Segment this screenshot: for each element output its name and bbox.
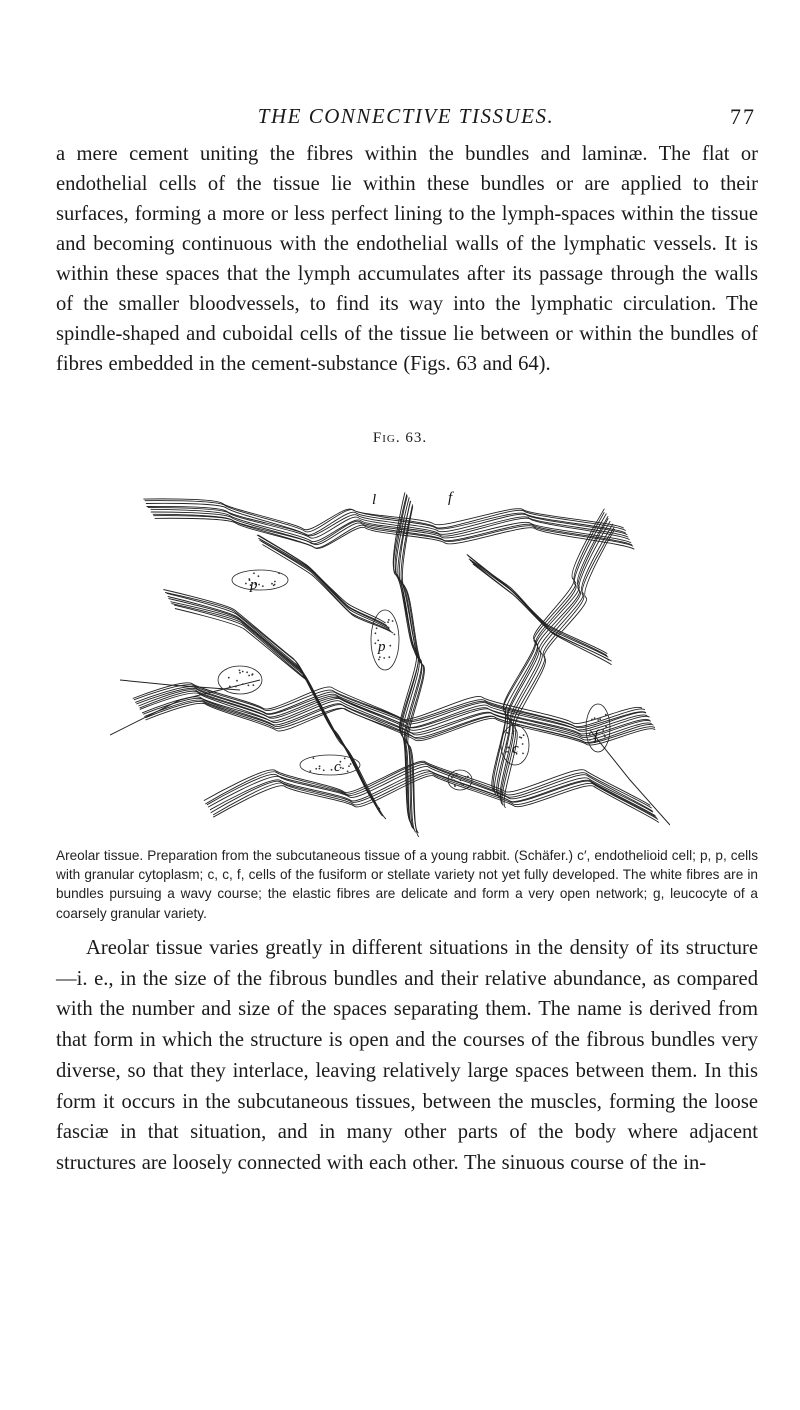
- granule-dot: [605, 714, 607, 716]
- fibre-bundle-bottom: [204, 761, 650, 805]
- granule-dot: [388, 619, 390, 621]
- granule-dot: [315, 768, 317, 770]
- granule-dot: [378, 659, 380, 661]
- granule-dot: [248, 685, 250, 687]
- granule-dot: [589, 739, 591, 741]
- granule-dot: [461, 783, 463, 785]
- granule-dot: [451, 777, 453, 779]
- fibre-bundle-short: [260, 540, 390, 629]
- granule-dot: [239, 672, 241, 674]
- fibre-bundle-diagonal-left: [169, 599, 381, 810]
- granule-dot: [228, 677, 230, 679]
- figure-label: Fig. 63.: [372, 430, 428, 446]
- granule-dot: [602, 729, 604, 731]
- granule-dot: [522, 743, 524, 745]
- granule-dot: [242, 671, 244, 673]
- fibre-bundle-top: [151, 509, 630, 541]
- tissue-cell: [300, 755, 360, 775]
- granule-dot: [248, 675, 250, 677]
- granule-dot: [344, 758, 346, 760]
- figure-caption: Areolar tissue. Preparation from the subcutaneous tissue of a young rabbit. (Schäfer.) c′, endothelioid cell; p, p, cells with granular cytoplasm; c, c, f, cells of the fusiform or stellate variety not yet fully developed. The white fibres are in bundles pursuing a wavy course; the elastic fibres are delicate and form a very open network; g, leucocyte of a coarsely granular variety.: [56, 848, 758, 921]
- granule-dot: [374, 642, 376, 644]
- fibre-bundle-bottom: [211, 772, 657, 818]
- granule-dot: [262, 585, 264, 587]
- granule-dot: [599, 718, 601, 720]
- fibre-bundle-short: [470, 560, 609, 660]
- running-title: THE CONNECTIVE TISSUES.: [257, 104, 555, 128]
- granule-dot: [507, 747, 509, 749]
- fibre-bundle-diagonal-right: [504, 529, 615, 808]
- granule-dot: [388, 656, 390, 658]
- granule-dot: [253, 572, 255, 574]
- granule-dot: [594, 717, 596, 719]
- elastic-fibre: [590, 730, 670, 825]
- granule-dot: [236, 680, 238, 682]
- granule-dot: [309, 770, 311, 772]
- granule-dot: [376, 627, 378, 629]
- granule-dot: [319, 768, 321, 770]
- granule-dot: [239, 670, 241, 672]
- granule-dot: [511, 733, 513, 735]
- figure-letter-p: p: [250, 577, 258, 593]
- fibre-bundle-diagonal-left: [174, 605, 383, 816]
- granule-dot: [235, 686, 237, 688]
- granule-dot: [383, 657, 385, 659]
- granule-dot: [273, 585, 275, 587]
- granule-dot: [522, 753, 524, 755]
- paragraph-2: Areolar tissue varies greatly in different situations in the density of its structure—i. e., in the size of the fibrous bundles and their relative abundance, as compared with the number and size of the spaces separating them. The name is derived from that form in which the structure is open and the courses of the fibrous bundles very diverse, so that they interlace, leaving relatively large spaces between them. In this form it occurs in the subcutaneous tissues, between the muscles, forming the loose fasciæ in that situation, and in many other parts of the body where adjacent structures are loosely connected with each other. The sinuous course of the in-: [56, 937, 758, 1174]
- granule-dot: [513, 730, 515, 732]
- granule-dot: [350, 763, 352, 765]
- granule-dot: [467, 776, 469, 778]
- granule-dot: [506, 743, 508, 745]
- granule-dot: [271, 583, 273, 585]
- granule-dot: [520, 737, 522, 739]
- granule-dot: [251, 674, 253, 676]
- granule-dot: [591, 719, 593, 721]
- fibre-bundle-diagonal-left: [165, 592, 375, 802]
- granule-dot: [246, 671, 248, 673]
- granule-dot: [387, 627, 389, 629]
- granule-dot: [597, 719, 599, 721]
- granule-dot: [453, 779, 455, 781]
- granule-dot: [460, 779, 462, 781]
- figure-letter-p: p: [378, 639, 386, 655]
- figure-letter-f: f: [594, 728, 599, 744]
- figure-letter-f: f: [448, 490, 453, 506]
- granule-dot: [506, 751, 508, 753]
- granule-dot: [604, 734, 606, 736]
- granule-dot: [453, 775, 455, 777]
- granule-dot: [319, 765, 321, 767]
- fibre-bundle-bottom: [205, 762, 651, 808]
- granule-dot: [523, 734, 525, 736]
- figure-letter-c: c: [334, 759, 341, 775]
- granule-dot: [455, 775, 457, 777]
- running-head: [56, 104, 756, 134]
- granule-dot: [454, 785, 456, 787]
- granule-dot: [258, 575, 260, 577]
- granule-dot: [602, 733, 604, 735]
- fibre-bundle-top: [147, 506, 628, 535]
- granule-dot: [375, 632, 377, 634]
- granule-dot: [387, 621, 389, 623]
- granule-dot: [605, 726, 607, 728]
- fibre-bundle-diagonal-right: [501, 524, 613, 804]
- granule-dot: [379, 656, 381, 658]
- granule-dot: [229, 686, 231, 688]
- elastic-fibre: [110, 680, 260, 735]
- granule-dot: [348, 765, 350, 767]
- granule-dot: [394, 634, 396, 636]
- granule-dot: [347, 771, 349, 773]
- granule-dot: [392, 620, 394, 622]
- granule-dot: [463, 784, 465, 786]
- granule-dot: [278, 572, 280, 574]
- paragraph-1: a mere cement uniting the fibres within the bundles and laminæ. The flat or endothelial cells of the tissue lie within these bundles or are applied to their surfaces, forming a more or less perfect lining to the lymph-spaces within the tissue and becoming continuous with the endothelial walls of the lymphatic vessels. It is within these spaces that the lymph accumulates after its passage through the walls of the smaller bloodvessels, to find its way into the lymphatic circulation. The spindle-shaped and cuboidal cells of the tissue lie between or within the bundles of fibres embedded in the cement-substance (Figs. 63 and 64).: [56, 143, 758, 375]
- granule-dot: [331, 769, 333, 771]
- granule-dot: [313, 757, 315, 759]
- granule-dot: [389, 645, 391, 647]
- figure-illustration: [110, 480, 670, 845]
- figure-letter-l: l: [372, 492, 377, 508]
- granule-dot: [456, 773, 458, 775]
- fibre-bundle-diagonal-right: [502, 527, 615, 806]
- figure-letter-c: c: [512, 741, 519, 757]
- granule-dot: [323, 769, 325, 771]
- page-number: 77: [730, 104, 756, 129]
- granule-dot: [242, 683, 244, 685]
- granule-dot: [342, 768, 344, 770]
- areolar-tissue-engraving: [110, 480, 670, 845]
- granule-dot: [253, 684, 255, 686]
- granule-dot: [589, 733, 591, 735]
- granule-dot: [506, 732, 508, 734]
- granule-dot: [258, 584, 260, 586]
- granule-dot: [274, 581, 276, 583]
- granule-dot: [245, 583, 247, 585]
- granule-dot: [465, 776, 467, 778]
